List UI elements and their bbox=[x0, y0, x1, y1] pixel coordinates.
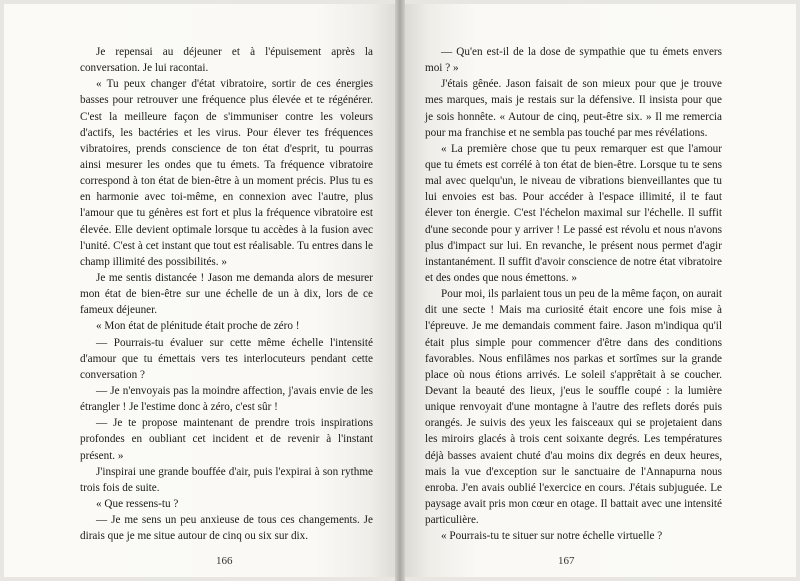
paragraph: — Je te propose maintenant de prendre trois inspirations profondes en oubliant cet incident et de revenir à l'instant présent. » bbox=[80, 417, 373, 462]
paragraph: « Tu peux changer d'état vibratoire, sortir de ces énergies basses pour retrouver une fréquence plus élevée et te régénérer. C'est la meilleure façon de s'immuniser contre les voleurs d'actifs, les bactéries et les virus. Pour élever tes fréquences vibratoires, prends conscience de ton état d'esprit, tu pourras ainsi mesurer les ondes que tu émets. Ta fréquence vibratoire correspond à ton état de bien-être à un moment précis. Plus tu es en harmonie avec toi-même, en connexion avec l'autre, plus l'amour que tu génères est fort et plus la fréquence vibratoire est élevée. Elle devient optimale lorsque tu accèdes à la fusion avec l'unité. C'est à cet instant que tout est réalisable. Tu entres dans le champ illimité des possibilités. » bbox=[80, 78, 373, 268]
paragraph: « Mon état de plénitude était proche de zéro ! bbox=[96, 320, 300, 333]
left-page-text bbox=[80, 44, 373, 544]
book-gutter bbox=[395, 0, 405, 581]
page-number: 166 bbox=[216, 555, 233, 567]
paragraph: — Je me sens un peu anxieuse de tous ces changements. Je dirais que je me situe autour de cinq ou six sur dix. bbox=[80, 514, 373, 543]
paragraph: « La première chose que tu peux remarquer est que l'amour que tu émets est corrélé à ton état de bien-être. Lorsque tu te sens mal avec quelqu'un, le niveau de vibrations bienveillantes que tu lui envoies est bas. Pour accéder à l'espace illimité, il te faut élever ton énergie. C'est l'échelon maximal sur l'échelle. Il suffit d'une seconde pour y arriver ! Le passé est révolu et nous n'avons plus d'impact sur lui. En revanche, le présent nous permet d'agir instantanément. Il suffit d'avoir conscience de notre état vibratoire et des ondes que nous émettons. » bbox=[425, 142, 722, 284]
paragraph: J'étais gênée. Jason faisait de son mieux pour que je trouve mes marques, mais je restais sur la défensive. Il insista pour que je sois honnête. « Autour de cinq, peut-être six. » Il me remercia pour ma franchise et ne sembla pas touché par mes révélations. bbox=[425, 78, 722, 139]
paragraph: Je me sentis distancée ! Jason me demanda alors de mesurer mon état de bien-être sur une échelle de un à dix, lors de ce fameux déjeuner. bbox=[80, 271, 373, 317]
paragraph: — Pourrais-tu évaluer sur cette même échelle l'intensité d'amour que tu émettais vers tes interlocuteurs pendant cette conversation ? bbox=[80, 336, 373, 381]
right-page-text bbox=[425, 44, 722, 544]
paragraph: — Qu'en est-il de la dose de sympathie que tu émets envers moi ? » bbox=[425, 46, 722, 75]
paragraph: J'inspirai une grande bouffée d'air, puis l'expirai à son rythme trois fois de suite. bbox=[80, 465, 373, 494]
page-number: 167 bbox=[558, 555, 575, 567]
left-page bbox=[4, 4, 395, 577]
paragraph: Je repensai au déjeuner et à l'épuisement après la conversation. Je lui racontai. bbox=[80, 46, 373, 75]
paragraph: — Je n'envoyais pas la moindre affection, j'avais envie de les étrangler ! Je l'estime donc à zéro, c'est sûr ! bbox=[80, 384, 373, 414]
right-page bbox=[405, 4, 796, 577]
paragraph: « Que ressens-tu ? bbox=[96, 497, 179, 510]
paragraph: « Pourrais-tu te situer sur notre échelle virtuelle ? bbox=[441, 530, 663, 543]
paragraph: Pour moi, ils parlaient tous un peu de la même façon, on aurait dit une secte ! Mais ma curiosité était encore une fois mise à l'épreuve. Je me demandais comment faire. Jason m'indiqua qu'il était plus simple pour commencer d'être dans des conditions favorables. Nous enfilâmes nos parkas et sortîmes sur la grande place où nous étions arrivés. Le soleil s'apprêtait à se coucher. Devant la beauté des lieux, j'eus le souffle coupé : la lumière unique renvoyait d'une montagne à l'autre des reflets dorés puis orangés. Je suivis des yeux les faisceaux qui se projetaient dans les miroirs glacés à trois cent soixante degrés. Les températures déjà basses avaient chuté d'au moins dix degrés en deux heures, mais la vue d'exception sur le sanctuaire de l'Annapurna nous enroba. J'en avais oublié l'exercice en cours. J'étais subjuguée. Le paysage avait pris mon cœur en otage. Il battait avec une intensité particulière. bbox=[425, 288, 722, 527]
